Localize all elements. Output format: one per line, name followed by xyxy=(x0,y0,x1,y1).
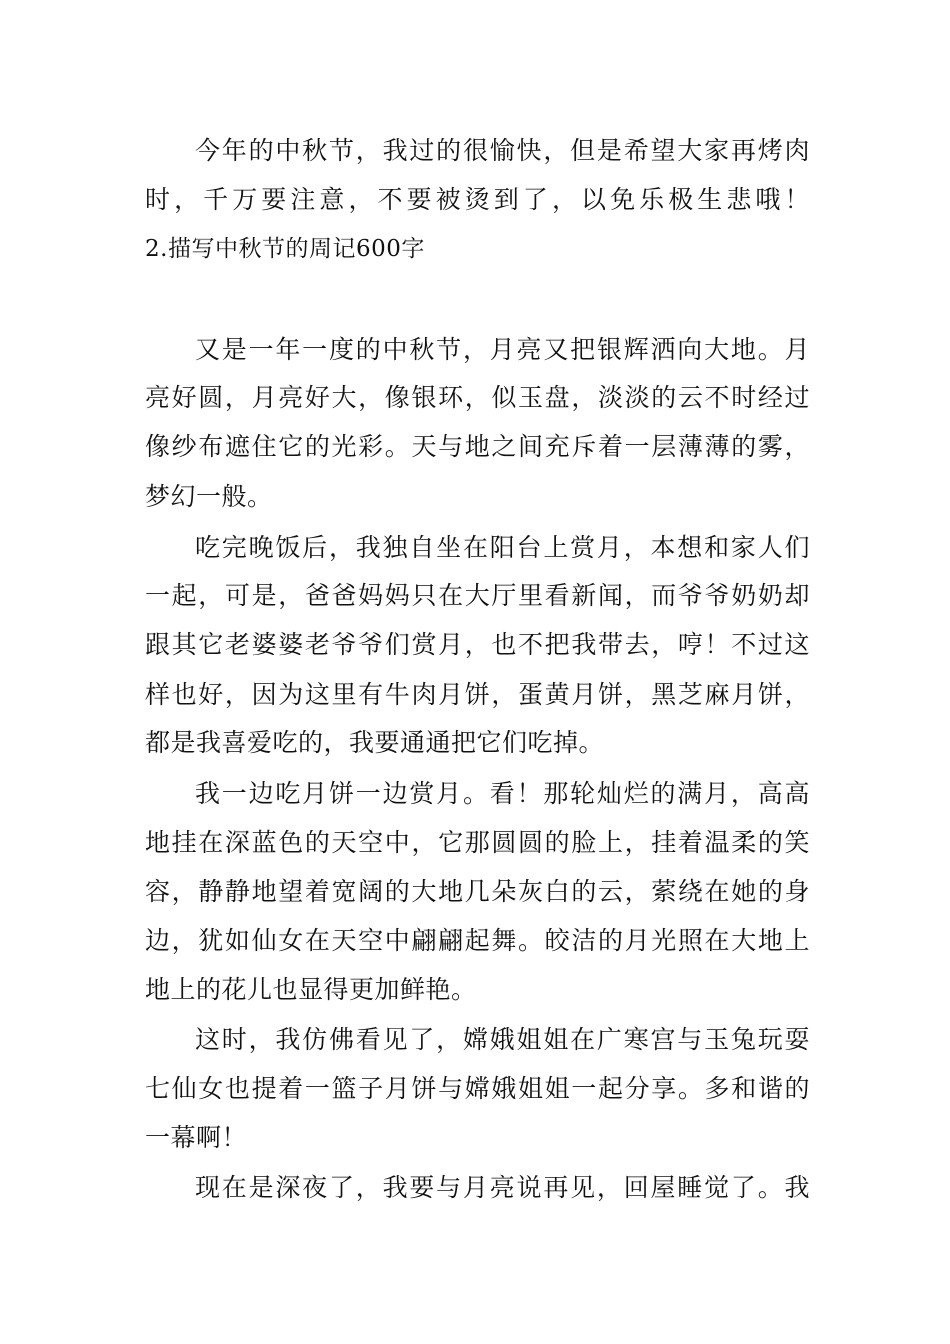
paragraph-line: 时，千万要注意，不要被烫到了，以免乐极生悲哦！ xyxy=(145,185,810,214)
paragraph-line: 梦幻一般。 xyxy=(145,482,273,511)
paragraph-line: 一幕啊！ xyxy=(145,1123,248,1152)
paragraph-line: 七仙女也提着一篮子月饼与嫦娥姐姐一起分享。多和谐的 xyxy=(145,1074,810,1103)
section-heading: 2.描写中秋节的周记600字 xyxy=(145,236,425,262)
paragraph-line: 这时，我仿佛看见了，嫦娥姐姐在广寒宫与玉兔玩耍 xyxy=(195,1025,810,1054)
paragraph-line: 又是一年一度的中秋节，月亮又把银辉洒向大地。月 xyxy=(195,335,810,364)
paragraph-line: 边，犹如仙女在天空中翩翩起舞。皎洁的月光照在大地上 xyxy=(145,926,810,955)
paragraph-line: 都是我喜爱吃的，我要通通把它们吃掉。 xyxy=(145,728,605,757)
paragraph-line: 现在是深夜了，我要与月亮说再见，回屋睡觉了。我 xyxy=(195,1173,810,1202)
paragraph-line: 样也好，因为这里有牛肉月饼，蛋黄月饼，黑芝麻月饼， xyxy=(145,680,810,709)
paragraph-line: 跟其它老婆婆老爷爷们赏月，也不把我带去，哼！不过这 xyxy=(145,630,810,659)
paragraph-line: 吃完晚饭后，我独自坐在阳台上赏月，本想和家人们 xyxy=(195,533,810,562)
paragraph-line: 一起，可是，爸爸妈妈只在大厅里看新闻，而爷爷奶奶却 xyxy=(145,581,810,610)
paragraph-line: 我一边吃月饼一边赏月。看！那轮灿烂的满月，高高 xyxy=(195,779,810,808)
paragraph-line: 今年的中秋节，我过的很愉快，但是希望大家再烤肉 xyxy=(195,136,810,165)
paragraph-line: 像纱布遮住它的光彩。天与地之间充斥着一层薄薄的雾， xyxy=(145,432,810,461)
paragraph-line: 地挂在深蓝色的天空中，它那圆圆的脸上，挂着温柔的笑 xyxy=(145,828,810,857)
paragraph-line: 地上的花儿也显得更加鲜艳。 xyxy=(145,975,477,1004)
paragraph-line: 容，静静地望着宽阔的大地几朵灰白的云，萦绕在她的身 xyxy=(145,877,810,906)
paragraph-line: 亮好圆，月亮好大，像银环，似玉盘，淡淡的云不时经过 xyxy=(145,383,810,412)
